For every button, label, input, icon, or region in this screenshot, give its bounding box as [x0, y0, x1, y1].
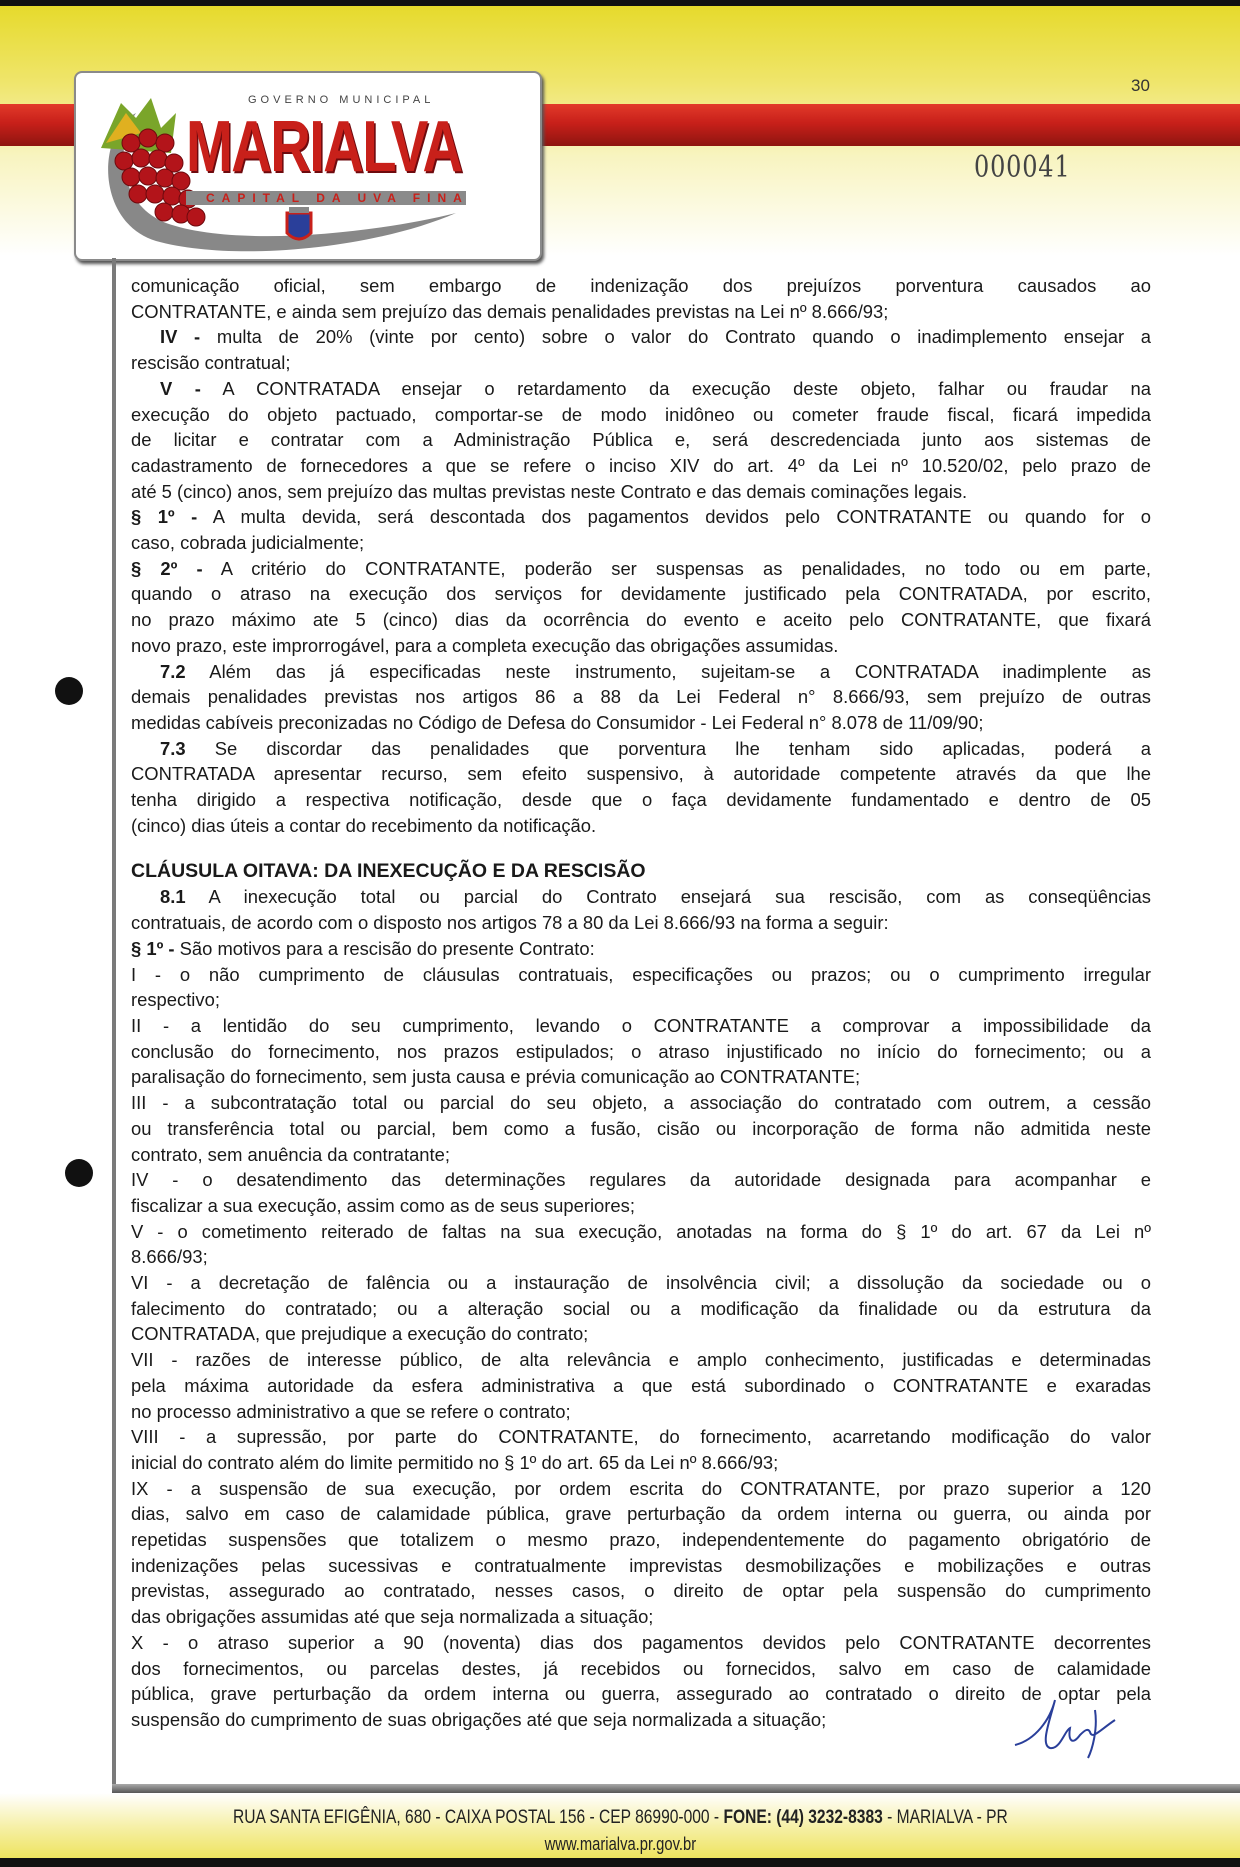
- line-text: inicial do contrato além do limite permitido no § 1º do art. 65 da Lei nº 8.666/93;: [131, 1451, 779, 1473]
- line-text: suspensão do cumprimento de suas obrigações até que seja normalizada a situação;: [131, 1708, 827, 1730]
- text-line: [131, 884, 1151, 910]
- text-line: [131, 427, 1151, 453]
- line-text: pública, grave perturbação da ordem interna ou guerra, assegurado ao contratado o direito de optar pela: [131, 1683, 1151, 1705]
- text-line: [131, 1142, 1151, 1168]
- text-line: [131, 1527, 1151, 1553]
- text-line: [131, 273, 1151, 299]
- paragraph: [131, 659, 1151, 736]
- line-text: CONTRATADA, que prejudique a execução do contrato;: [131, 1323, 589, 1345]
- line-text: IX - a suspensão de sua execução, por ordem escrita do CONTRATANTE, por prazo superior a 120: [131, 1477, 1151, 1499]
- text-line: [131, 910, 1151, 936]
- paragraph: [131, 1476, 1151, 1630]
- line-text: A CONTRATADA ensejar o retardamento da execução deste objeto, falhar ou fraudar na: [222, 377, 1151, 399]
- line-text: das obrigações assumidas até que seja normalizada a situação;: [131, 1606, 654, 1628]
- text-line: [131, 530, 1151, 556]
- text-line: [131, 1578, 1151, 1604]
- text-line: [131, 1681, 1151, 1707]
- text-line: [131, 1553, 1151, 1579]
- text-line: [131, 813, 1151, 839]
- line-text: novo prazo, este improrrogável, para a completa execução das obrigações assumidas.: [131, 634, 839, 656]
- text-line: [131, 453, 1151, 479]
- line-text: Além das já especificadas neste instrumento, sujeitam-se a CONTRATADA inadimplente as: [209, 660, 1151, 682]
- footer-phone: FONE: (44) 3232-8383: [723, 1807, 883, 1828]
- stamp-number: 000041: [974, 150, 1071, 185]
- paragraph: [131, 1347, 1151, 1424]
- paragraph: [131, 736, 1151, 839]
- paragraph: [131, 1090, 1151, 1167]
- item-prefix: § 1º -: [131, 937, 175, 959]
- paragraph: [131, 1270, 1151, 1347]
- line-text: III - a subcontratação total ou parcial do seu objeto, a associação do contratado com outrem, a cessão: [131, 1092, 1151, 1114]
- line-text: A inexecução total ou parcial do Contrato ensejará sua rescisão, com as conseqüências: [208, 886, 1151, 908]
- logo-tagline: CAPITAL DA UVA FINA: [206, 191, 469, 205]
- clause-heading: CLÁUSULA OITAVA: DA INEXECUÇÃO E DA RESCISÃO: [131, 860, 646, 883]
- item-prefix: 7.3: [160, 737, 186, 759]
- paragraph: [131, 556, 1151, 659]
- item-prefix: 8.1: [160, 886, 186, 908]
- line-text: V - o cometimento reiterado de faltas na sua execução, anotadas na forma do § 1º do art. 67 da Lei nº: [131, 1220, 1151, 1242]
- text-line: [131, 1167, 1151, 1193]
- paragraph: [131, 936, 1151, 962]
- text-line: [131, 1244, 1151, 1270]
- line-text: caso, cobrada judicialmente;: [131, 532, 365, 554]
- line-text: VII - razões de interesse público, de alta relevância e amplo conhecimento, justificadas e determinadas: [131, 1349, 1151, 1371]
- line-text: contratuais, de acordo com o disposto nos artigos 78 a 80 da Lei 8.666/93 na forma a seguir:: [131, 912, 889, 934]
- scan-edge-bottom: [0, 1858, 1240, 1867]
- line-text: cadastramento de fornecedores a que se refere o inciso XIV do art. 4º da Lei nº 10.520/02, pelo prazo de: [131, 454, 1151, 476]
- text-line: [131, 1707, 1151, 1733]
- paragraph: [131, 884, 1151, 935]
- text-line: [131, 1296, 1151, 1322]
- line-text: Se discordar das penalidades que porventura lhe tenham sido aplicadas, poderá a: [214, 737, 1151, 759]
- text-line: [131, 1039, 1151, 1065]
- text-line: [131, 1399, 1151, 1425]
- line-text: II - a lentidão do seu cumprimento, levando o CONTRATANTE a comprovar a impossibilidade da: [131, 1014, 1151, 1036]
- document-body: [131, 273, 1151, 1733]
- item-prefix: § 1º -: [131, 506, 198, 528]
- line-text: conclusão do fornecimento, nos prazos estipulados; o atraso injustificado no início do fornecimento; ou a: [131, 1040, 1151, 1062]
- line-text: de licitar e contratar com a Administração Pública e, será descredenciada junto aos sistemas de: [131, 429, 1151, 451]
- paragraph: [131, 1013, 1151, 1090]
- text-line: [131, 402, 1151, 428]
- logo-top-text: GOVERNO MUNICIPAL: [248, 94, 435, 106]
- text-line: [131, 1604, 1151, 1630]
- line-text: no prazo máximo ate 5 (cinco) dias da ocorrência do evento e aceito pelo CONTRATANTE, que fixará: [131, 609, 1151, 631]
- text-line: [131, 607, 1151, 633]
- text-line: [131, 1219, 1151, 1245]
- text-line: [131, 1013, 1151, 1039]
- paragraph: [131, 324, 1151, 375]
- footer-background: [0, 1793, 1240, 1867]
- line-text: (cinco) dias úteis a contar do recebimento da notificação.: [131, 814, 597, 836]
- line-text: pela máxima autoridade da esfera administrativa a que está subordinado o CONTRATANTE e exaradas: [131, 1374, 1151, 1396]
- punch-hole: [65, 1159, 93, 1187]
- text-line: [131, 1656, 1151, 1682]
- footer-city: - MARIALVA - PR: [882, 1807, 1008, 1828]
- logo-name: MARIALVA: [186, 107, 462, 187]
- paragraph: [131, 962, 1151, 1013]
- signature-icon: [1010, 1690, 1130, 1760]
- footer-street: RUA SANTA EFIGÊNIA, 680 - CAIXA POSTAL 156 - CEP 86990-000 -: [232, 1807, 724, 1828]
- line-text: São motivos para a rescisão do presente Contrato:: [179, 937, 595, 959]
- text-line: [131, 1450, 1151, 1476]
- text-line: [131, 1270, 1151, 1296]
- text-line: [131, 1373, 1151, 1399]
- line-text: falecimento do contratado; ou a alteração social ou a modificação da finalidade ou da estrutura da: [131, 1297, 1151, 1319]
- text-line: [131, 936, 1151, 962]
- paragraph: [131, 1630, 1151, 1733]
- line-text: paralisação do fornecimento, sem justa causa e prévia comunicação ao CONTRATANTE;: [131, 1066, 861, 1088]
- punch-hole: [55, 677, 83, 705]
- text-line: [131, 350, 1151, 376]
- line-text: quando o atraso na execução dos serviços for devidamente justificado pela CONTRATADA, por escrito,: [131, 583, 1151, 605]
- text-line: [131, 787, 1151, 813]
- line-text: fiscalizar a sua execução, assim como as de seus superiores;: [131, 1194, 635, 1216]
- text-line: [131, 1064, 1151, 1090]
- text-line: [131, 299, 1151, 325]
- line-text: até 5 (cinco) anos, sem prejuízo das multas previstas neste Contrato e das demais cominações legais.: [131, 480, 968, 502]
- text-line: [131, 659, 1151, 685]
- paragraph: [131, 1424, 1151, 1475]
- text-line: [131, 1090, 1151, 1116]
- text-line: [131, 479, 1151, 505]
- item-prefix: 7.2: [160, 660, 186, 682]
- line-text: IV - o desatendimento das determinações regulares da autoridade designada para acompanhar e: [131, 1169, 1151, 1191]
- text-line: [131, 556, 1151, 582]
- text-line: [131, 376, 1151, 402]
- line-text: A critério do CONTRATANTE, poderão ser suspensas as penalidades, no todo ou em parte,: [220, 557, 1151, 579]
- text-line: [131, 962, 1151, 988]
- line-text: I - o não cumprimento de cláusulas contratuais, especificações ou prazos; ou o cumprimento irregular: [131, 963, 1151, 985]
- line-text: CONTRATANTE, e ainda sem prejuízo das demais penalidades previstas na Lei nº 8.666/93;: [131, 300, 889, 322]
- text-line: [131, 324, 1151, 350]
- line-text: respectivo;: [131, 989, 220, 1011]
- text-line: [131, 1193, 1151, 1219]
- line-text: VIII - a supressão, por parte do CONTRATANTE, do fornecimento, acarretando modificação do valor: [131, 1426, 1151, 1448]
- text-line: [131, 1424, 1151, 1450]
- text-line: [131, 736, 1151, 762]
- text-line: [131, 1476, 1151, 1502]
- text-line: [131, 581, 1151, 607]
- text-line: [131, 633, 1151, 659]
- line-text: dos fornecimentos, ou parcelas destes, já recebidos ou fornecidos, salvo em caso de calamidade: [131, 1657, 1151, 1679]
- municipal-logo: [74, 71, 542, 261]
- footer-website[interactable]: [0, 1834, 1240, 1855]
- text-line: [131, 987, 1151, 1013]
- text-line: [131, 761, 1151, 787]
- line-text: tenha dirigido a respectiva notificação, desde que o faça devidamente fundamentado e dentro de 05: [131, 789, 1151, 811]
- line-text: CONTRATADA apresentar recurso, sem efeito suspensivo, à autoridade competente através da que lhe: [131, 763, 1151, 785]
- text-line: [131, 684, 1151, 710]
- line-text: 8.666/93;: [131, 1246, 208, 1268]
- line-text: repetidas suspensões que totalizem o mesmo prazo, independentemente do pagamento obrigatório de: [131, 1529, 1151, 1551]
- bottom-border-rule: [112, 1784, 1240, 1793]
- line-text: medidas cabíveis preconizadas no Código de Defesa do Consumidor - Lei Federal n° 8.078 de 11/09/90;: [131, 711, 984, 733]
- text-line: [131, 1630, 1151, 1656]
- line-text: rescisão contratual;: [131, 352, 291, 374]
- item-prefix: § 2º -: [131, 557, 203, 579]
- line-text: VI - a decretação de falência ou a instauração de insolvência civil; a dissolução da sociedade ou o: [131, 1272, 1151, 1294]
- text-line: [131, 1501, 1151, 1527]
- line-text: ou transferência total ou parcial, bem como a fusão, cisão ou incorporação de forma não admitida neste: [131, 1117, 1151, 1139]
- footer-address: [0, 1807, 1240, 1829]
- line-text: X - o atraso superior a 90 (noventa) dias dos pagamentos devidos pelo CONTRATANTE decorrentes: [131, 1631, 1151, 1653]
- paragraph: [131, 504, 1151, 555]
- text-line: [131, 1321, 1151, 1347]
- paragraph: [131, 1167, 1151, 1218]
- page-number: 30: [1131, 76, 1150, 95]
- text-line: [131, 1347, 1151, 1373]
- line-text: demais penalidades previstas nos artigos 86 a 88 da Lei Federal n° 8.666/93, sem prejuízo de outras: [131, 686, 1151, 708]
- line-text: multa de 20% (vinte por cento) sobre o valor do Contrato quando o inadimplemento ensejar a: [216, 326, 1151, 348]
- line-text: previstas, assegurado ao contratado, nesses casos, o direito de optar pela suspensão do cumprimento: [131, 1580, 1151, 1602]
- website-link[interactable]: www.marialva.pr.gov.br: [544, 1834, 696, 1854]
- paragraph: [131, 273, 1151, 324]
- line-text: execução do objeto pactuado, comportar-se de modo inidôneo ou cometer fraude fiscal, ficará impedida: [131, 403, 1151, 425]
- text-line: [131, 1116, 1151, 1142]
- paragraph: [131, 376, 1151, 505]
- text-line: [131, 504, 1151, 530]
- line-text: comunicação oficial, sem embargo de indenização dos prejuízos porventura causados ao: [131, 275, 1151, 296]
- left-border-rule: [112, 258, 116, 1792]
- text-line: [131, 710, 1151, 736]
- line-text: contrato, sem anuência da contratante;: [131, 1143, 450, 1165]
- paragraph: [131, 1219, 1151, 1270]
- item-prefix: V -: [160, 377, 201, 399]
- line-text: dias, salvo em caso de calamidade pública, grave perturbação da ordem interna ou guerra, ou ainda por: [131, 1503, 1151, 1525]
- line-text: indenizações pelas sucessivas e contratualmente imprevistas desmobilizações e mobilizações e outras: [131, 1554, 1151, 1576]
- item-prefix: IV -: [160, 326, 201, 348]
- line-text: A multa devida, será descontada dos pagamentos devidos pelo CONTRATANTE ou quando for o: [212, 506, 1151, 528]
- line-text: no processo administrativo a que se refere o contrato;: [131, 1400, 571, 1422]
